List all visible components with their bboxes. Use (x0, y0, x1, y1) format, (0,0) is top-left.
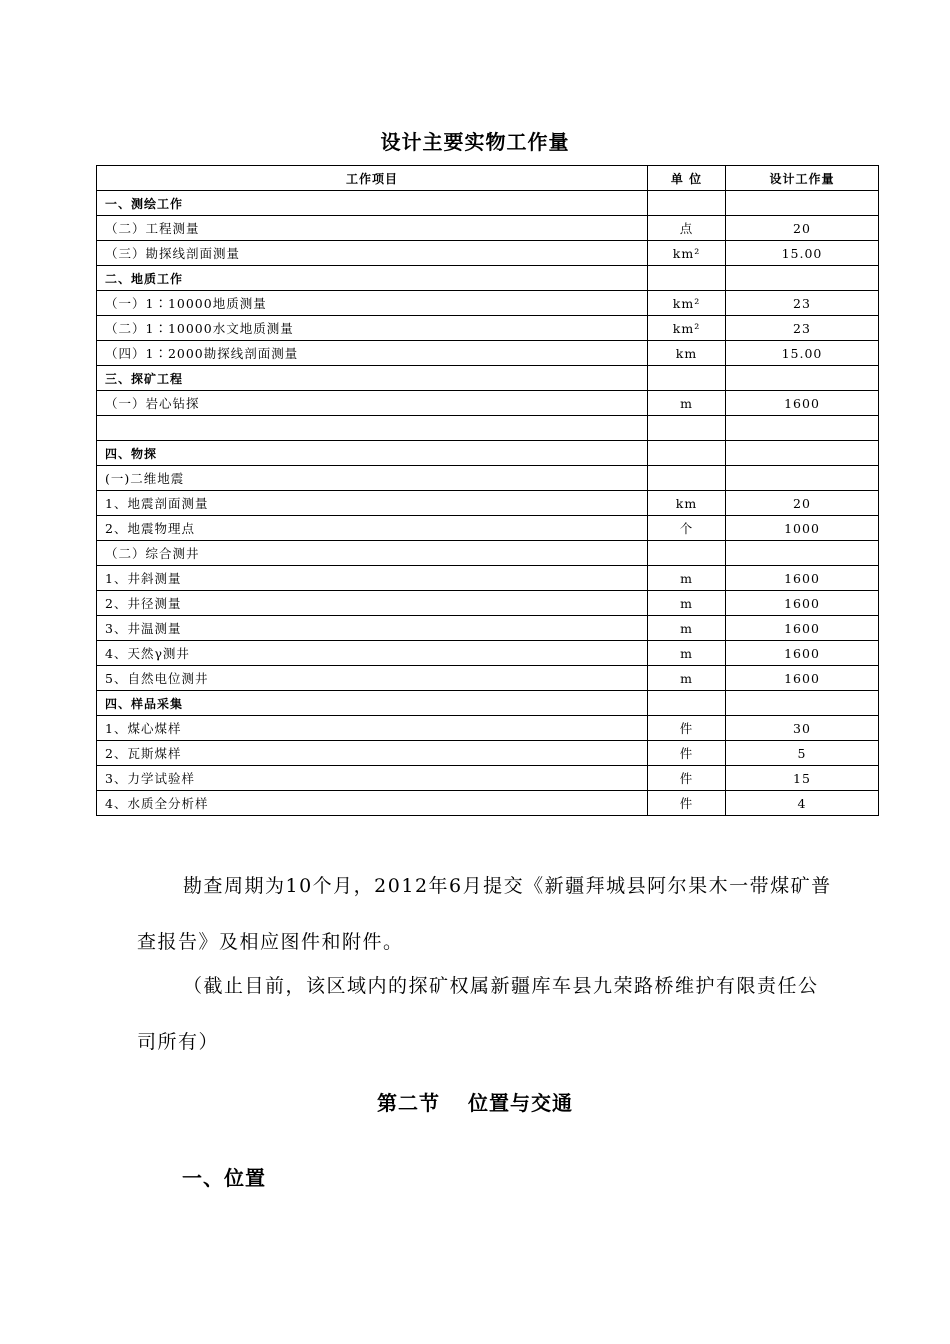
row-item: 3、力学试验样 (97, 766, 648, 791)
row-unit: m (648, 641, 726, 666)
table-row (97, 541, 879, 566)
table-row (97, 741, 879, 766)
row-unit (648, 191, 726, 216)
paragraph-survey-period: 勘查周期为10个月，2012年6月提交《新疆拜城县阿尔果木一带煤矿普查报告》及相应图件和附件。 (137, 875, 832, 953)
row-qty (726, 541, 879, 566)
row-item: 1、井斜测量 (97, 566, 648, 591)
row-qty: 15.00 (726, 241, 879, 266)
row-qty (726, 441, 879, 466)
row-qty: 1600 (726, 666, 879, 691)
header-item: 工作项目 (97, 166, 648, 191)
row-unit (648, 441, 726, 466)
row-qty: 15 (726, 766, 879, 791)
row-unit (648, 691, 726, 716)
row-item: 一、测绘工作 (97, 191, 648, 216)
row-qty: 1600 (726, 616, 879, 641)
row-unit: m (648, 566, 726, 591)
section-heading (0, 1087, 950, 1116)
row-qty (726, 466, 879, 491)
table-row (97, 416, 879, 441)
row-qty: 1600 (726, 591, 879, 616)
row-qty: 20 (726, 491, 879, 516)
row-unit (648, 366, 726, 391)
row-item: 2、井径测量 (97, 591, 648, 616)
table-row (97, 216, 879, 241)
row-unit: km (648, 491, 726, 516)
row-item: 三、探矿工程 (97, 366, 648, 391)
table-row (97, 441, 879, 466)
header-qty: 设计工作量 (726, 166, 879, 191)
row-item: 2、地震物理点 (97, 516, 648, 541)
table-row (97, 191, 879, 216)
table-row (97, 366, 879, 391)
row-qty (726, 416, 879, 441)
table-row (97, 266, 879, 291)
table-row (97, 391, 879, 416)
row-item: 四、样品采集 (97, 691, 648, 716)
header-unit: 单 位 (648, 166, 726, 191)
row-item: （一）1∶10000地质测量 (97, 291, 648, 316)
table-title: 设计主要实物工作量 (380, 130, 570, 154)
row-unit: 个 (648, 516, 726, 541)
table-row (97, 766, 879, 791)
row-item: 1、煤心煤样 (97, 716, 648, 741)
row-qty: 15.00 (726, 341, 879, 366)
row-qty: 5 (726, 741, 879, 766)
row-qty (726, 191, 879, 216)
row-qty (726, 691, 879, 716)
table-row (97, 666, 879, 691)
row-unit: 件 (648, 716, 726, 741)
row-unit (648, 266, 726, 291)
row-unit: km² (648, 316, 726, 341)
row-qty: 30 (726, 716, 879, 741)
table-header-row (97, 166, 879, 191)
row-unit: m (648, 591, 726, 616)
table-row (97, 591, 879, 616)
row-qty: 23 (726, 291, 879, 316)
row-item: 二、地质工作 (97, 266, 648, 291)
row-item: （二）工程测量 (97, 216, 648, 241)
row-unit: km (648, 341, 726, 366)
row-item: （一）岩心钻探 (97, 391, 648, 416)
row-unit (648, 541, 726, 566)
table-row (97, 641, 879, 666)
table-row (97, 241, 879, 266)
row-unit: 件 (648, 741, 726, 766)
row-unit: 点 (648, 216, 726, 241)
row-unit: m (648, 616, 726, 641)
row-item: 3、井温测量 (97, 616, 648, 641)
section-title: 位置与交通 (468, 1091, 573, 1115)
row-item: 1、地震剖面测量 (97, 491, 648, 516)
row-item: （四）1∶2000勘探线剖面测量 (97, 341, 648, 366)
row-unit (648, 416, 726, 441)
row-item: 4、天然γ测井 (97, 641, 648, 666)
table-row (97, 341, 879, 366)
row-qty (726, 266, 879, 291)
row-unit: km² (648, 241, 726, 266)
row-item: （三）勘探线剖面测量 (97, 241, 648, 266)
table-row (97, 316, 879, 341)
paragraph-rights-note: （截止目前，该区域内的探矿权属新疆库车县九荣路桥维护有限责任公司所有） (137, 975, 819, 1053)
subheading-location: 一、位置 (182, 1166, 266, 1190)
table-row (97, 291, 879, 316)
row-unit (648, 466, 726, 491)
table-row (97, 716, 879, 741)
table-row (97, 466, 879, 491)
row-qty: 1600 (726, 641, 879, 666)
table-row (97, 491, 879, 516)
row-unit: 件 (648, 766, 726, 791)
row-qty: 1600 (726, 391, 879, 416)
row-item: 4、水质全分析样 (97, 791, 648, 816)
row-unit: m (648, 666, 726, 691)
row-item: （二）1∶10000水文地质测量 (97, 316, 648, 341)
section-number: 第二节 (377, 1091, 440, 1115)
table-row (97, 791, 879, 816)
table-row (97, 516, 879, 541)
row-item: 四、物探 (97, 441, 648, 466)
workload-table (96, 165, 879, 816)
row-qty: 1000 (726, 516, 879, 541)
row-item: 5、自然电位测井 (97, 666, 648, 691)
row-item: 2、瓦斯煤样 (97, 741, 648, 766)
row-item: （二）综合测井 (97, 541, 648, 566)
row-item (97, 416, 648, 441)
row-qty: 20 (726, 216, 879, 241)
row-qty: 1600 (726, 566, 879, 591)
row-item: (一)二维地震 (97, 466, 648, 491)
row-qty (726, 366, 879, 391)
row-unit: km² (648, 291, 726, 316)
row-qty: 4 (726, 791, 879, 816)
row-qty: 23 (726, 316, 879, 341)
table-row (97, 616, 879, 641)
table-row (97, 691, 879, 716)
row-unit: 件 (648, 791, 726, 816)
row-unit: m (648, 391, 726, 416)
table-row (97, 566, 879, 591)
